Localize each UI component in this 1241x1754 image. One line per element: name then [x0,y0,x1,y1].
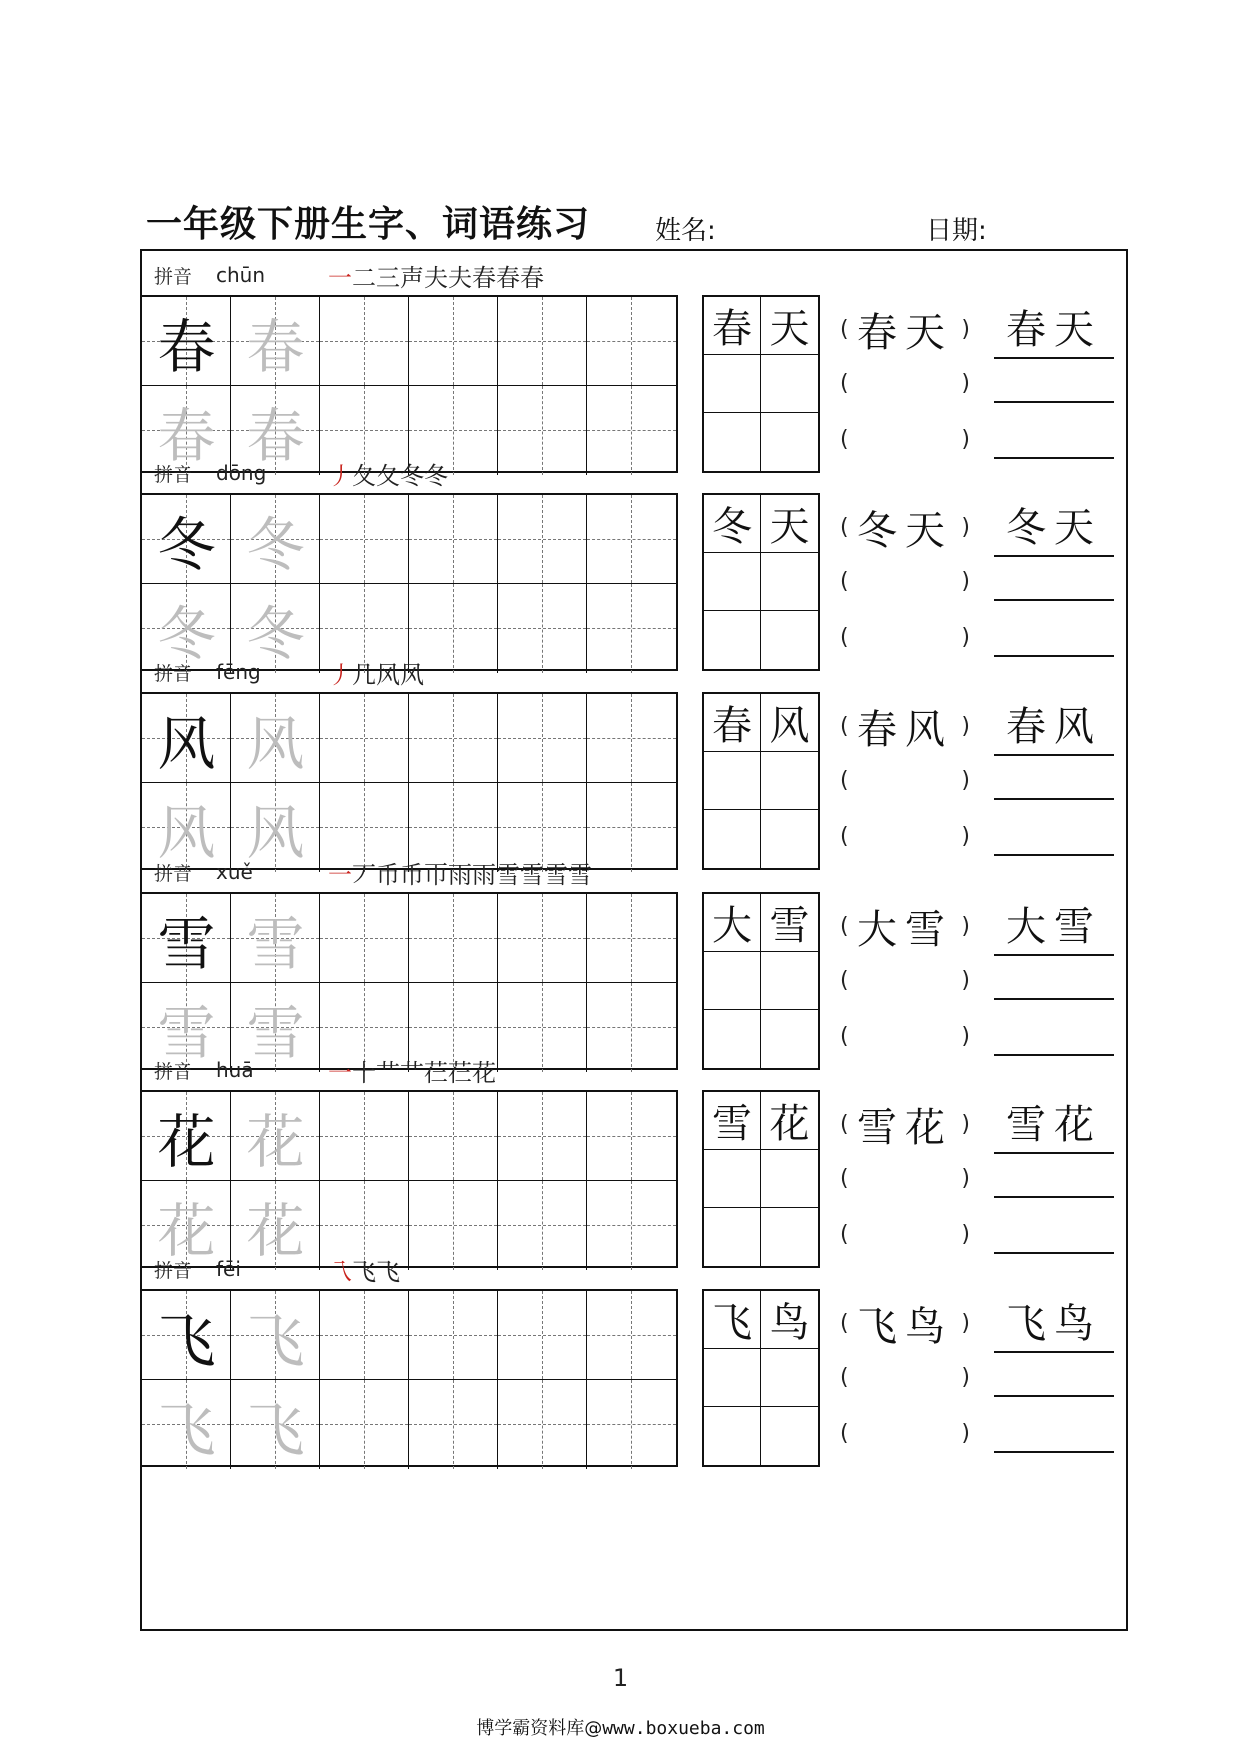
practice-cell[interactable] [498,1291,587,1380]
guide-line-v [364,1092,365,1180]
answer-line[interactable] [994,363,1114,403]
bracket-blank[interactable] [840,1357,970,1397]
bracket-close: ) [961,426,970,452]
stroke-rest: 夂夂冬冬 [352,461,448,490]
practice-cell[interactable] [587,495,676,584]
guide-line-v [364,694,365,782]
stroke-rest: 飞飞 [352,1257,400,1286]
answer-line[interactable] [994,561,1114,601]
bracket-example [840,499,970,555]
bracket-blank[interactable] [840,363,970,403]
bracket-open: ( [840,316,849,342]
trace-char: 飞 [157,1395,216,1464]
answer-line[interactable] [994,960,1114,1000]
footer-site-name: 博学霸资料库@ [476,1718,603,1739]
practice-cell[interactable] [231,297,320,386]
word-char: 春 [704,694,761,752]
stroke-first: 一 [328,860,352,889]
practice-grid [142,493,678,671]
word-char: 雪 [704,1092,761,1150]
bracket-close: ) [961,1221,970,1247]
guide-line-v [542,297,543,385]
word-char: 花 [761,1092,818,1150]
bracket-example [840,1295,970,1351]
pinyin-value: huā [216,1058,254,1082]
word-box [702,1090,820,1268]
word-char: 冬 [704,495,761,553]
practice-cell[interactable] [498,894,587,983]
answer-example [994,700,1114,756]
footer [0,1714,1241,1740]
worksheet-frame [140,249,1128,1631]
practice-cell[interactable] [320,297,409,386]
model-char: 春 [157,312,216,381]
practice-cell[interactable] [231,386,320,475]
word-char: 春 [704,297,761,355]
bracket-open: ( [840,1364,849,1390]
bracket-example [840,698,970,754]
stroke-order [328,655,424,690]
practice-cell[interactable] [409,297,498,386]
answer-example [994,1098,1114,1154]
guide-line-v [364,297,365,385]
trace-char: 风 [246,709,305,778]
stroke-order [328,1053,496,1088]
trace-char: 雪 [246,909,305,978]
practice-cell[interactable] [231,1291,320,1380]
model-char: 冬 [157,510,216,579]
bracket-close: ) [961,913,970,939]
trace-char: 春 [157,401,216,470]
practice-cell[interactable] [142,894,231,983]
bracket-open: ( [840,426,849,452]
bracket-open: ( [840,1221,849,1247]
word-write-cell[interactable] [704,355,761,413]
word-box [702,692,820,870]
bracket-close: ) [961,713,970,739]
bracket-close: ) [961,967,970,993]
pinyin-label: 拼音 [154,265,193,288]
practice-cell[interactable] [231,983,320,1072]
practice-cell[interactable] [498,495,587,584]
practice-cell[interactable] [142,297,231,386]
word-char: 天 [761,495,818,553]
model-char: 雪 [157,909,216,978]
trace-char: 花 [246,1107,305,1176]
bracket-example [840,898,970,954]
answer-line[interactable] [994,760,1114,800]
word-char: 风 [761,694,818,752]
word-write-cell[interactable] [761,1150,818,1208]
bracket-close: ) [961,1310,970,1336]
stroke-order [328,456,448,491]
pinyin-label: 拼音 [154,1060,193,1083]
name-label: 姓名: [655,216,716,246]
bracket-close: ) [961,1111,970,1137]
word-box [702,295,820,473]
practice-cell[interactable] [231,495,320,584]
pinyin-label: 拼音 [154,662,193,685]
word-char: 大 [704,894,761,952]
answer-word: 冬天 [1006,505,1102,551]
answer-example [994,900,1114,956]
stroke-rest: 二三声夫夫春春春 [352,263,544,292]
word-write-cell[interactable] [704,553,761,611]
bracket-close: ) [961,823,970,849]
char-section [142,1245,1126,1468]
answer-word: 大雪 [1006,904,1102,950]
word-write-cell[interactable] [704,952,761,1010]
word-write-cell[interactable] [761,1349,818,1407]
char-section [142,449,1126,672]
answer-line[interactable] [994,1158,1114,1198]
bracket-example [840,301,970,357]
bracket-close: ) [961,514,970,540]
trace-char: 花 [157,1196,216,1265]
bracket-word: 春天 [857,309,953,356]
word-char: 飞 [704,1291,761,1349]
bracket-open: ( [840,624,849,650]
word-write-cell[interactable] [761,1407,818,1465]
practice-cell[interactable] [142,1380,231,1469]
stroke-rest: 十艹艹芢芢花 [352,1058,496,1087]
practice-cell[interactable] [587,894,676,983]
trace-char: 雪 [246,998,305,1067]
guide-line-v [631,1291,632,1379]
guide-line-v [453,1291,454,1379]
practice-cell[interactable] [498,694,587,783]
practice-cell[interactable] [142,1291,231,1380]
bracket-blank[interactable] [840,1413,970,1453]
model-char: 飞 [157,1306,216,1375]
practice-cell[interactable] [231,584,320,673]
page-number: 1 [612,1664,629,1692]
practice-cell[interactable] [587,694,676,783]
practice-cell[interactable] [409,694,498,783]
practice-cell[interactable] [409,1092,498,1181]
bracket-blank[interactable] [840,1158,970,1198]
practice-cell[interactable] [231,1380,320,1469]
practice-cell[interactable] [231,894,320,983]
guide-line-v [631,894,632,982]
practice-grid [142,1289,678,1467]
pinyin-value: xuě [216,860,253,884]
practice-cell[interactable] [498,297,587,386]
bracket-close: ) [961,1364,970,1390]
practice-grid [142,1090,678,1268]
word-write-cell[interactable] [761,952,818,1010]
stroke-order [328,258,544,293]
trace-char: 风 [246,798,305,867]
practice-cell[interactable] [498,1092,587,1181]
bracket-open: ( [840,967,849,993]
guide-line-v [453,694,454,782]
bracket-close: ) [961,370,970,396]
guide-line-v [453,1380,454,1469]
practice-grid [142,692,678,870]
trace-char: 花 [246,1196,305,1265]
guide-line-v [364,495,365,583]
answer-example [994,1297,1114,1353]
practice-cell[interactable] [142,584,231,673]
bracket-open: ( [840,1023,849,1049]
practice-grid [142,295,678,473]
practice-cell[interactable] [142,694,231,783]
stroke-order [328,855,592,890]
practice-cell[interactable] [231,694,320,783]
word-write-cell[interactable] [704,752,761,810]
bracket-open: ( [840,1111,849,1137]
stroke-first: 一 [328,1058,352,1087]
guide-line-v [631,694,632,782]
trace-char: 春 [246,312,305,381]
trace-char: 冬 [246,510,305,579]
practice-cell[interactable] [587,1291,676,1380]
guide-line-v [453,297,454,385]
stroke-rest: 几风风 [352,660,424,689]
bracket-word: 冬天 [857,507,953,554]
bracket-blank[interactable] [840,960,970,1000]
bracket-open: ( [840,1420,849,1446]
guide-line-v [542,894,543,982]
answer-line[interactable] [994,1413,1114,1453]
stroke-first: 一 [328,263,352,292]
word-write-cell[interactable] [761,355,818,413]
char-section [142,848,1126,1071]
practice-cell[interactable] [587,297,676,386]
word-char: 鸟 [761,1291,818,1349]
bracket-close: ) [961,1165,970,1191]
stroke-rest: 丆币币帀雨雨雪雪雪雪 [352,860,592,889]
practice-cell[interactable] [320,1380,409,1469]
guide-line-v [631,1092,632,1180]
stroke-first: 丿 [328,660,352,689]
answer-word: 雪花 [1006,1102,1102,1148]
guide-line-v [631,297,632,385]
char-section [142,1046,1126,1269]
bracket-open: ( [840,1310,849,1336]
bracket-open: ( [840,514,849,540]
guide-line-v [364,1291,365,1379]
bracket-close: ) [961,1023,970,1049]
guide-line-v [631,495,632,583]
practice-cell[interactable] [142,783,231,872]
guide-line-v [542,694,543,782]
practice-cell[interactable] [498,1380,587,1469]
answer-line[interactable] [994,1357,1114,1397]
bracket-open: ( [840,767,849,793]
answer-example [994,501,1114,557]
bracket-word: 春风 [857,706,953,753]
answer-word: 飞鸟 [1006,1301,1102,1347]
trace-char: 飞 [246,1306,305,1375]
pinyin-label: 拼音 [154,1259,193,1282]
pinyin-value: dōng [216,461,267,485]
bracket-blank[interactable] [840,760,970,800]
practice-cell[interactable] [142,495,231,584]
bracket-close: ) [961,1420,970,1446]
practice-cell[interactable] [409,495,498,584]
word-box [702,1289,820,1467]
trace-char: 春 [246,401,305,470]
practice-cell[interactable] [320,1092,409,1181]
answer-word: 春天 [1006,307,1102,353]
practice-cell[interactable] [142,1092,231,1181]
answer-example [994,303,1114,359]
pinyin-value: chūn [216,263,266,287]
bracket-open: ( [840,823,849,849]
practice-cell[interactable] [409,1380,498,1469]
guide-line-v [542,495,543,583]
pinyin-line [154,261,544,292]
practice-cell[interactable] [142,1181,231,1270]
practice-cell[interactable] [587,1092,676,1181]
pinyin-label: 拼音 [154,862,193,885]
model-char: 风 [157,709,216,778]
practice-cell[interactable] [231,1092,320,1181]
practice-cell[interactable] [320,894,409,983]
trace-char: 冬 [157,599,216,668]
guide-line-v [453,894,454,982]
date-label: 日期: [926,216,987,246]
bracket-open: ( [840,913,849,939]
practice-cell[interactable] [409,1291,498,1380]
word-char: 雪 [761,894,818,952]
bracket-word: 飞鸟 [857,1303,953,1350]
trace-char: 冬 [246,599,305,668]
trace-char: 雪 [157,998,216,1067]
practice-cell[interactable] [320,495,409,584]
bracket-open: ( [840,568,849,594]
practice-cell[interactable] [320,694,409,783]
pinyin-label: 拼音 [154,463,193,486]
bracket-example [840,1096,970,1152]
word-box [702,892,820,1070]
bracket-open: ( [840,370,849,396]
bracket-close: ) [961,316,970,342]
guide-line-v [542,1291,543,1379]
stroke-first: 乁 [328,1257,352,1286]
bracket-word: 雪花 [857,1104,953,1151]
practice-cell[interactable] [231,783,320,872]
guide-line-v [453,495,454,583]
page-title: 一年级下册生字、词语练习 [146,204,591,245]
footer-url: www.boxueba.com [602,1718,765,1739]
word-write-cell[interactable] [761,553,818,611]
practice-cell[interactable] [320,1291,409,1380]
char-section [142,251,1126,474]
guide-line-v [364,894,365,982]
guide-line-v [364,1380,365,1469]
model-char: 花 [157,1107,216,1176]
word-write-cell[interactable] [704,1407,761,1465]
practice-cell[interactable] [587,1380,676,1469]
bracket-open: ( [840,1165,849,1191]
bracket-close: ) [961,568,970,594]
word-write-cell[interactable] [704,1349,761,1407]
guide-line-v [631,1380,632,1469]
word-box [702,493,820,671]
practice-grid [142,892,678,1070]
guide-line-v [542,1380,543,1469]
practice-cell[interactable] [409,894,498,983]
char-section [142,648,1126,871]
bracket-open: ( [840,713,849,739]
practice-cell[interactable] [142,983,231,1072]
word-write-cell[interactable] [761,752,818,810]
bracket-blank[interactable] [840,561,970,601]
bracket-close: ) [961,767,970,793]
word-char: 天 [761,297,818,355]
answer-word: 春风 [1006,704,1102,750]
pinyin-value: fēi [216,1257,241,1281]
trace-char: 风 [157,798,216,867]
bracket-word: 大雪 [857,906,953,953]
pinyin-value: fēng [216,660,261,684]
trace-char: 飞 [246,1395,305,1464]
guide-line-v [453,1092,454,1180]
practice-cell[interactable] [142,386,231,475]
stroke-first: 丿 [328,461,352,490]
word-write-cell[interactable] [704,1150,761,1208]
guide-line-v [542,1092,543,1180]
stroke-order [328,1252,400,1287]
practice-cell[interactable] [231,1181,320,1270]
bracket-close: ) [961,624,970,650]
